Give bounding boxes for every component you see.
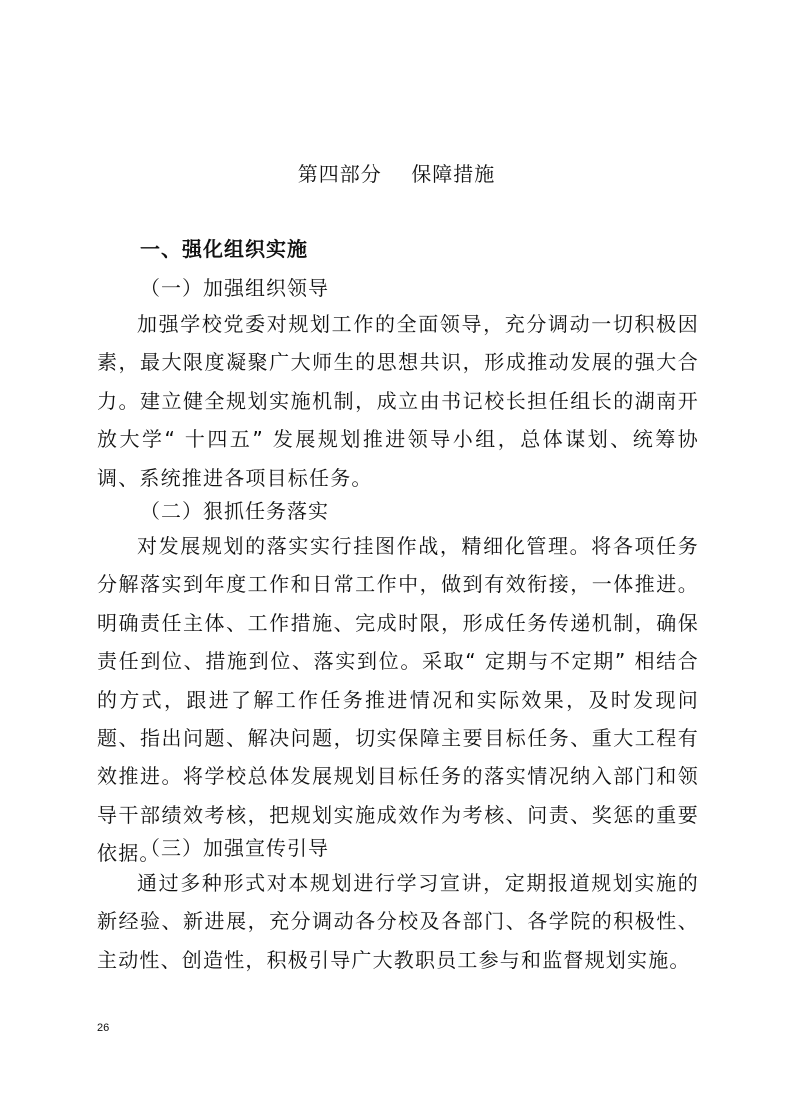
subsection-heading-3: （三）加强宣传引导 bbox=[140, 836, 329, 860]
paragraph-1: 加强学校党委对规划工作的全面领导，充分调动一切积极因素，最大限度凝聚广大师生的思想共识，形成推动发展的强大合力。建立健全规划实施机制，成立由书记校长担任组长的湖南开放大学“ 十四五” 发展规划推进领导小组，总体谋划、统筹协调、系统推进各项目标任务。 bbox=[97, 312, 699, 490]
subsection-heading-2: （二）狠抓任务落实 bbox=[140, 499, 329, 523]
paragraph-3: 通过多种形式对本规划进行学习宣讲，定期报道规划实施的新经验、新进展，充分调动各分校及各部门、各学院的积极性、主动性、创造性，积极引导广大教职员工参与和监督规划实施。 bbox=[97, 871, 699, 972]
subsection-heading-1: （一）加强组织领导 bbox=[140, 276, 329, 300]
page-title: 第四部分 保障措施 bbox=[297, 162, 496, 186]
section-heading: 一、强化组织实施 bbox=[140, 237, 308, 261]
page-number: 26 bbox=[97, 1022, 110, 1034]
paragraph-2: 对发展规划的落实实行挂图作战，精细化管理。将各项任务分解落实到年度工作和日常工作中，做到有效衔接，一体推进。明确责任主体、工作措施、完成时限，形成任务传递机制，确保责任到位、措施到位、落实到位。采取“ 定期与不定期” 相结合的方式，跟进了解工作任务推进情况和实际效果，及时发现问题、指出问题、解决问题，切实保障主要目标任务、重大工程有效推进。将学校总体发展规划目标任务的落实情况纳入部门和领导干部绩效考核，把规划实施成效作为考核、问责、奖惩的重要依据。 bbox=[97, 534, 699, 866]
